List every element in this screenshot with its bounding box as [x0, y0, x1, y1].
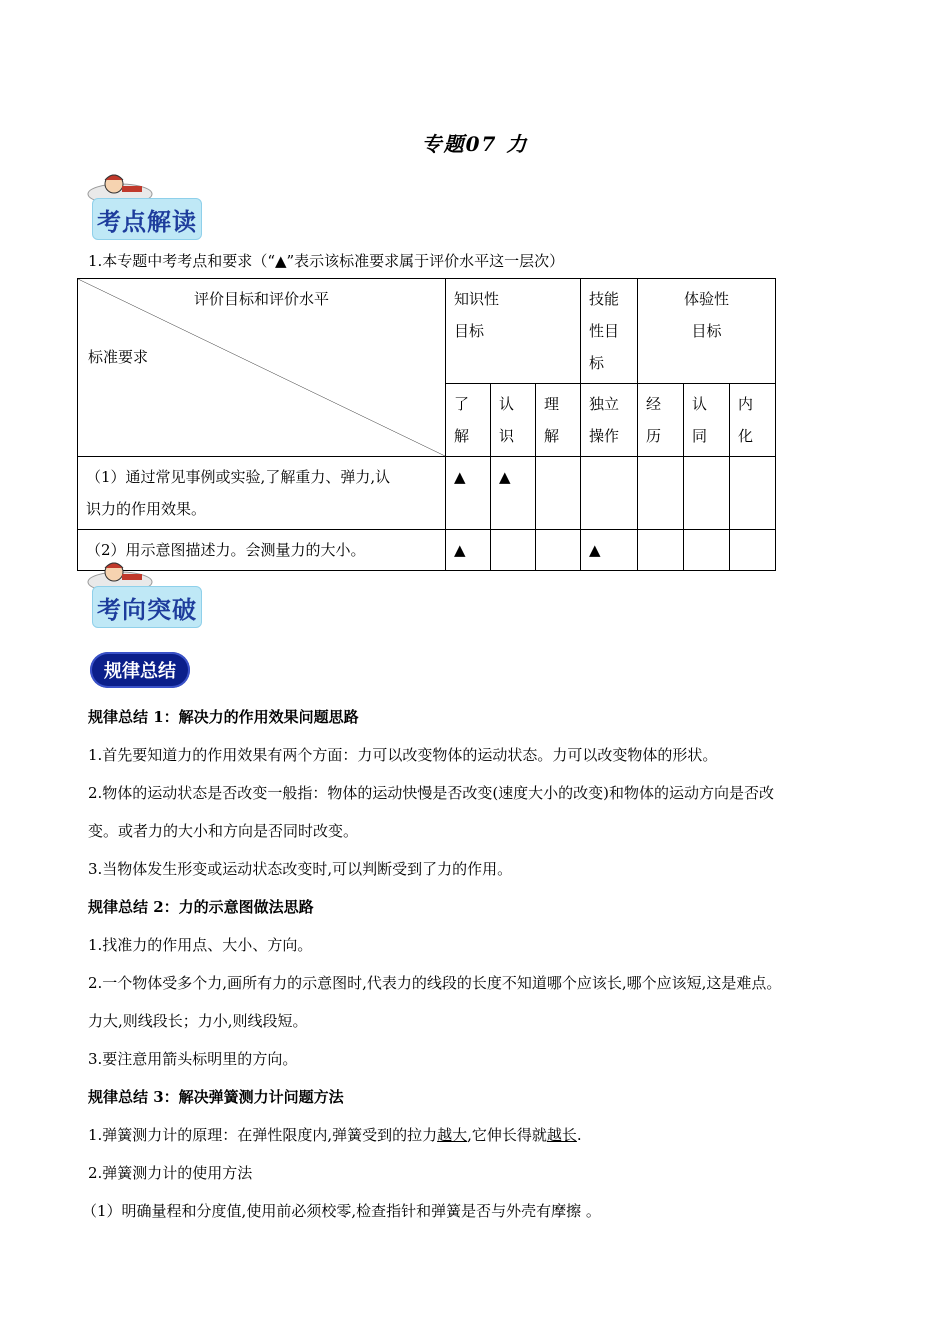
- rule3-item1-end: .: [576, 1126, 582, 1144]
- sub-header-bottom: 操作: [589, 427, 620, 445]
- sub-header-bottom: 化: [738, 427, 754, 445]
- rule2-item1: 1.找准力的作用点、大小、方向。: [88, 936, 313, 954]
- rule3-underline-larger: 越大: [437, 1126, 468, 1144]
- sub-header-cell: [730, 384, 776, 457]
- row2-mark: [638, 530, 684, 571]
- rule1-item1: 1.首先要知道力的作用效果有两个方面：力可以改变物体的运动状态。力可以改变物体的形状。: [88, 746, 718, 764]
- section-badge-exam-directions: [86, 560, 204, 632]
- rule2-item2a: 2.一个物体受多个力,画所有力的示意图时,代表力的线段的长度不知道哪个应该长,哪个应该短,这是难点。: [88, 974, 782, 992]
- row1-mark: ▲: [446, 457, 491, 530]
- requirements-table: [77, 278, 776, 571]
- sub-header-cell: [581, 384, 638, 457]
- rule3-underline-longer: 越长: [546, 1126, 577, 1144]
- corner-top-label: 评价目标和评价水平: [193, 290, 329, 308]
- row1-mark: [581, 457, 638, 530]
- group-knowledge-line1: 知识性: [454, 290, 500, 308]
- rule1-item2b: 变。或者力的大小和方向是否同时改变。: [88, 822, 359, 840]
- row1-mark: [536, 457, 581, 530]
- sub-header-cell: [491, 384, 536, 457]
- rule3-item3: （1）明确量程和分度值,使用前必须校零,检查指针和弹簧是否与外壳有摩擦 。: [82, 1202, 601, 1220]
- table-corner-cell: [78, 279, 446, 457]
- group-experience-line2: 目标: [691, 322, 722, 340]
- rule3-title: 规律总结 3：解决弹簧测力计问题方法: [88, 1088, 344, 1106]
- group-knowledge-line2: 目标: [454, 322, 485, 340]
- row2-mark: ▲: [446, 530, 491, 571]
- section-badge-exam-points: [86, 172, 204, 244]
- rule3-item1-mid: ,它伸长得就: [467, 1126, 547, 1144]
- row1-mark: ▲: [491, 457, 536, 530]
- sub-header-bottom: 解: [454, 427, 470, 445]
- row2-mark: [730, 530, 776, 571]
- group-skill: [581, 279, 638, 384]
- rule3-item1-text: 1.弹簧测力计的原理：在弹性限度内,弹簧受到的拉力: [88, 1126, 438, 1144]
- sub-header-top: 独立: [589, 395, 620, 413]
- sub-header-cell: [684, 384, 730, 457]
- group-experience-line1: 体验性: [683, 290, 729, 308]
- group-skill-line3: 标: [589, 354, 605, 372]
- page-title: 专题07 力: [421, 132, 529, 156]
- sub-header-top: 内: [738, 395, 754, 413]
- rule2-item3: 3.要注意用箭头标明里的方向。: [88, 1050, 298, 1068]
- corner-bottom-label: 标准要求: [88, 348, 149, 366]
- row2-mark: [684, 530, 730, 571]
- row2-mark: [536, 530, 581, 571]
- sub-header-bottom: 历: [646, 427, 662, 445]
- rule1-item2a: 2.物体的运动状态是否改变一般指：物体的运动快慢是否改变(速度大小的改变)和物体的运动方向是否改: [88, 784, 775, 802]
- group-knowledge: [446, 279, 581, 384]
- row1-text-line1: （1）通过常见事例或实验,了解重力、弹力,认: [86, 468, 391, 486]
- intro-text: 1.本专题中考考点和要求（“▲”表示该标准要求属于评价水平这一层次）: [88, 252, 565, 270]
- sub-header-top: 了: [454, 395, 470, 413]
- badge-label: 考点解读: [92, 198, 202, 240]
- row2-mark: ▲: [581, 530, 638, 571]
- badge-label: 考向突破: [92, 586, 202, 628]
- rule3-item2: 2.弹簧测力计的使用方法: [88, 1164, 253, 1182]
- group-skill-line2: 性目: [589, 322, 620, 340]
- rules-summary-pill: 规律总结: [90, 652, 190, 688]
- row1-mark: [684, 457, 730, 530]
- sub-header-top: 认: [499, 395, 515, 413]
- row1-mark: [730, 457, 776, 530]
- group-skill-line1: 技能: [589, 290, 620, 308]
- rule2-title: 规律总结 2：力的示意图做法思路: [88, 898, 314, 916]
- row1-mark: [638, 457, 684, 530]
- group-experience: [638, 279, 776, 384]
- sub-header-bottom: 识: [499, 427, 515, 445]
- rule3-item1: [88, 1124, 582, 1145]
- sub-header-bottom: 同: [692, 427, 708, 445]
- rule2-item2b: 力大,则线段长；力小,则线段短。: [88, 1012, 308, 1030]
- row2-requirement: （2）用示意图描述力。会测量力的大小。: [78, 530, 446, 571]
- sub-header-cell: [446, 384, 491, 457]
- row2-mark: [491, 530, 536, 571]
- sub-header-cell: [638, 384, 684, 457]
- rule1-title: 规律总结 1：解决力的作用效果问题思路: [88, 708, 359, 726]
- sub-header-top: 理: [544, 395, 560, 413]
- sub-header-bottom: 解: [544, 427, 560, 445]
- rule1-item3: 3.当物体发生形变或运动状态改变时,可以判断受到了力的作用。: [88, 860, 513, 878]
- sub-header-cell: [536, 384, 581, 457]
- sub-header-top: 经: [646, 395, 662, 413]
- sub-header-top: 认: [692, 395, 708, 413]
- row1-requirement: [78, 457, 446, 530]
- row1-text-line2: 识力的作用效果。: [86, 500, 207, 518]
